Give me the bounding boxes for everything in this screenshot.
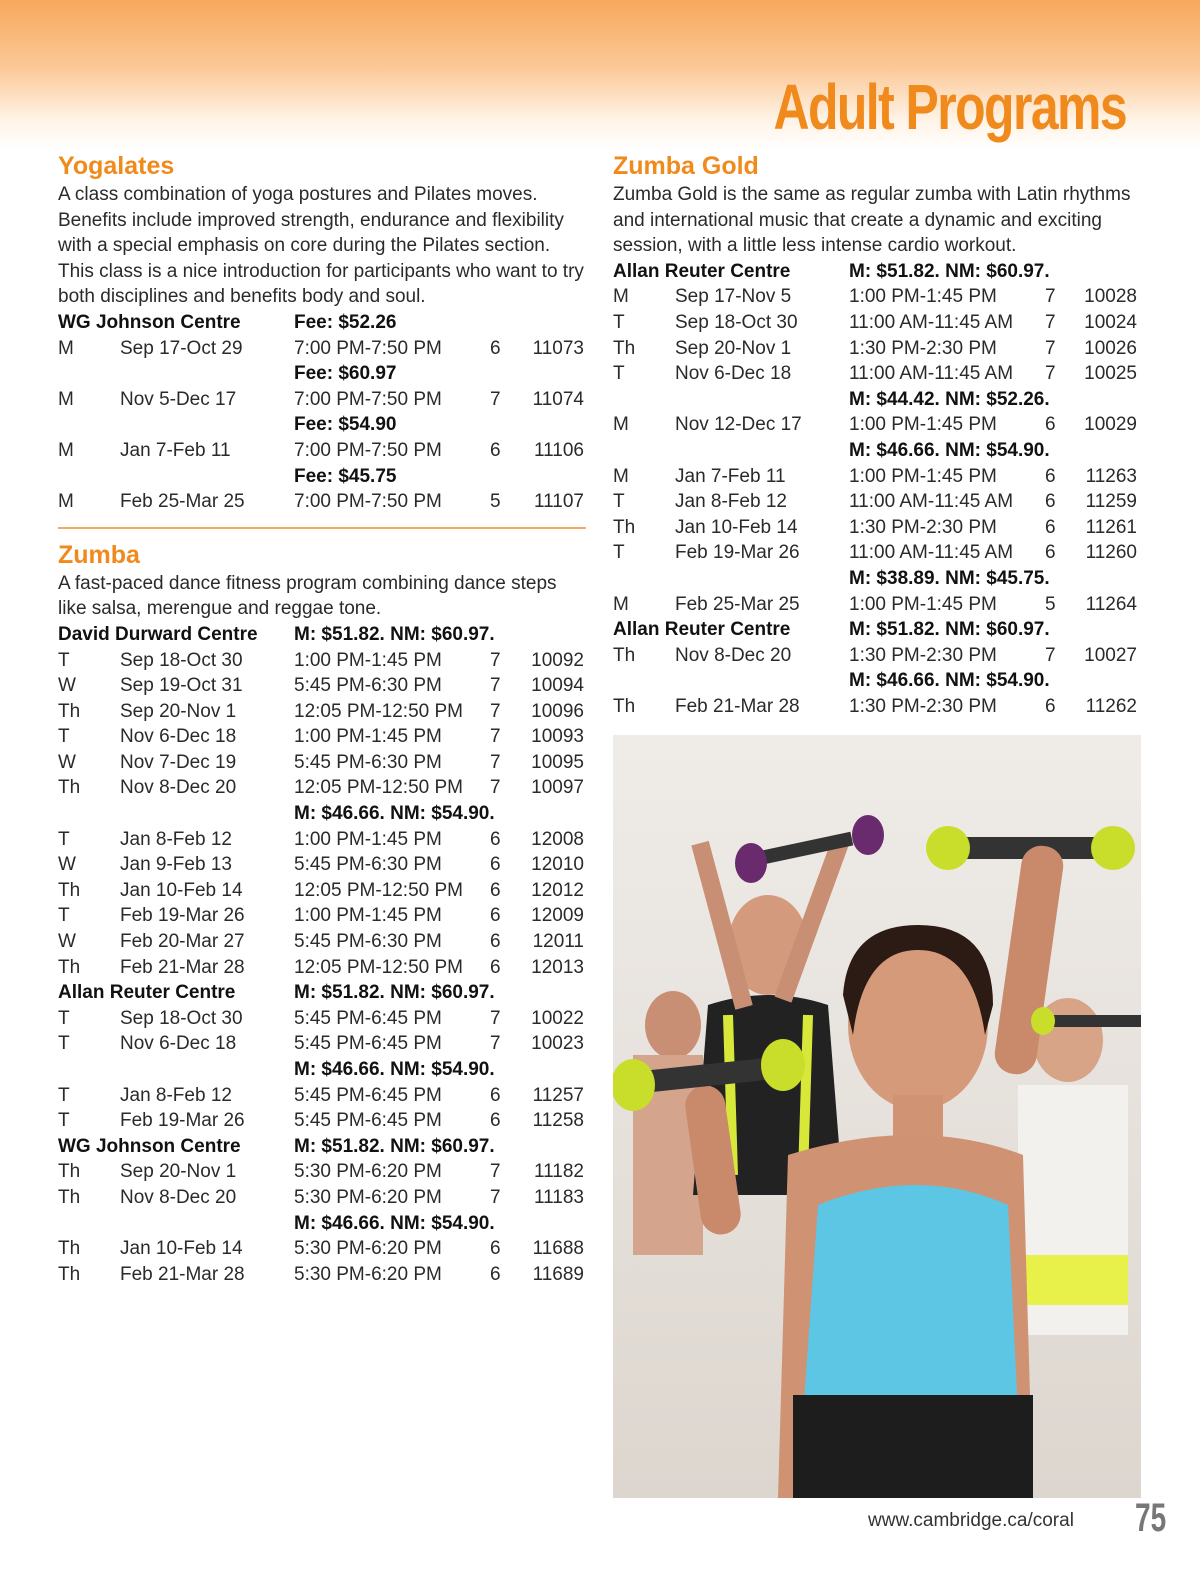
time-cell: 1:00 PM-1:45 PM xyxy=(849,286,997,308)
sessions-cell: 7 xyxy=(1045,311,1056,333)
fee-text: M: $44.42. NM: $52.26. xyxy=(849,388,1050,410)
sessions-cell: 7 xyxy=(490,388,501,410)
time-cell: 1:30 PM-2:30 PM xyxy=(849,644,997,666)
course-code-cell: 10029 xyxy=(1084,414,1137,436)
schedule-row xyxy=(58,1031,586,1057)
sessions-cell: 7 xyxy=(490,649,501,671)
day-cell: T xyxy=(613,363,625,385)
schedule-row xyxy=(58,387,586,413)
sessions-cell: 6 xyxy=(490,337,501,359)
location-row xyxy=(58,310,586,336)
schedule-row xyxy=(58,1083,586,1109)
dates-cell: Nov 7-Dec 19 xyxy=(120,751,237,773)
fee-text: Fee: $52.26 xyxy=(294,311,397,333)
course-code-cell: 10097 xyxy=(531,777,584,799)
location-name: Allan Reuter Centre xyxy=(613,619,791,641)
schedule-row xyxy=(58,1262,586,1288)
day-cell: W xyxy=(58,751,76,773)
sessions-cell: 6 xyxy=(490,1084,501,1106)
time-cell: 1:30 PM-2:30 PM xyxy=(849,695,997,717)
time-cell: 5:45 PM-6:45 PM xyxy=(294,1033,442,1055)
dates-cell: Nov 8-Dec 20 xyxy=(120,1186,237,1208)
sessions-cell: 7 xyxy=(490,1186,501,1208)
sessions-cell: 5 xyxy=(1045,593,1056,615)
location-name: WG Johnson Centre xyxy=(58,311,241,333)
schedule-row xyxy=(613,464,1141,490)
schedule-row xyxy=(58,827,586,853)
schedule-row xyxy=(613,694,1141,720)
time-cell: 5:45 PM-6:45 PM xyxy=(294,1084,442,1106)
day-cell: Th xyxy=(613,644,636,666)
course-code-cell: 10026 xyxy=(1084,337,1137,359)
schedule-row xyxy=(613,643,1141,669)
course-code-cell: 12010 xyxy=(531,854,584,876)
sessions-cell: 7 xyxy=(490,1161,501,1183)
fee-text: M: $51.82. NM: $60.97. xyxy=(294,623,495,645)
fee-text: M: $46.66. NM: $54.90. xyxy=(849,670,1050,692)
time-cell: 12:05 PM-12:50 PM xyxy=(294,956,463,978)
dates-cell: Nov 8-Dec 20 xyxy=(120,777,237,799)
day-cell: T xyxy=(58,1033,70,1055)
time-cell: 7:00 PM-7:50 PM xyxy=(294,337,442,359)
course-code-cell: 11107 xyxy=(533,491,584,513)
schedule-row xyxy=(58,336,586,362)
sessions-cell: 7 xyxy=(490,675,501,697)
sessions-cell: 7 xyxy=(490,777,501,799)
zumba-gold-schedule xyxy=(613,259,1141,720)
dates-cell: Feb 19-Mar 26 xyxy=(675,542,800,564)
time-cell: 5:45 PM-6:30 PM xyxy=(294,675,442,697)
time-cell: 5:45 PM-6:30 PM xyxy=(294,854,442,876)
time-cell: 5:45 PM-6:30 PM xyxy=(294,931,442,953)
day-cell: T xyxy=(58,1110,70,1132)
dates-cell: Feb 21-Mar 28 xyxy=(120,956,245,978)
day-cell: M xyxy=(613,465,629,487)
dates-cell: Jan 10-Feb 14 xyxy=(120,879,243,901)
fee-row xyxy=(613,566,1141,592)
schedule-row xyxy=(58,1108,586,1134)
course-code-cell: 11689 xyxy=(532,1263,584,1285)
course-code-cell: 11263 xyxy=(1085,465,1137,487)
fee-text: M: $46.66. NM: $54.90. xyxy=(294,1212,495,1234)
fee-row xyxy=(613,438,1141,464)
dates-cell: Sep 20-Nov 1 xyxy=(675,337,792,359)
day-cell: Th xyxy=(613,695,636,717)
location-name: WG Johnson Centre xyxy=(58,1135,241,1157)
schedule-row xyxy=(58,724,586,750)
sessions-cell: 7 xyxy=(490,1033,501,1055)
time-cell: 11:00 AM-11:45 AM xyxy=(849,363,1014,385)
time-cell: 1:00 PM-1:45 PM xyxy=(294,828,442,850)
dates-cell: Jan 8-Feb 12 xyxy=(120,828,232,850)
section-divider xyxy=(58,527,586,529)
day-cell: M xyxy=(613,286,629,308)
dates-cell: Nov 8-Dec 20 xyxy=(675,644,792,666)
course-code-cell: 11074 xyxy=(532,388,584,410)
dates-cell: Nov 6-Dec 18 xyxy=(120,726,237,748)
fee-row xyxy=(613,668,1141,694)
sessions-cell: 6 xyxy=(1045,414,1056,436)
sessions-cell: 7 xyxy=(490,700,501,722)
fee-text: M: $46.66. NM: $54.90. xyxy=(849,439,1050,461)
dates-cell: Feb 25-Mar 25 xyxy=(675,593,800,615)
location-row xyxy=(613,617,1141,643)
zumba-gold-title: Zumba Gold xyxy=(613,152,759,180)
zumba-gold-description: Zumba Gold is the same as regular zumba with Latin rhythms and international music that create a dynamic and exciting session, with a little less intense cardio workout. xyxy=(613,184,1131,257)
day-cell: Th xyxy=(613,516,636,538)
schedule-row xyxy=(58,929,586,955)
time-cell: 1:00 PM-1:45 PM xyxy=(294,649,442,671)
sessions-cell: 6 xyxy=(490,1238,501,1260)
day-cell: W xyxy=(58,854,76,876)
course-code-cell: 10095 xyxy=(531,751,584,773)
location-row xyxy=(613,259,1141,285)
schedule-row xyxy=(58,489,586,515)
course-code-cell: 12009 xyxy=(531,905,584,927)
time-cell: 1:00 PM-1:45 PM xyxy=(849,414,997,436)
schedule-row xyxy=(58,673,586,699)
course-code-cell: 11688 xyxy=(532,1238,584,1260)
dates-cell: Sep 17-Nov 5 xyxy=(675,286,792,308)
course-code-cell: 11259 xyxy=(1085,491,1137,513)
dates-cell: Feb 19-Mar 26 xyxy=(120,905,245,927)
dates-cell: Sep 19-Oct 31 xyxy=(120,675,243,697)
course-code-cell: 11261 xyxy=(1085,516,1137,538)
schedule-row xyxy=(613,412,1141,438)
time-cell: 1:00 PM-1:45 PM xyxy=(849,593,997,615)
day-cell: Th xyxy=(58,956,81,978)
fitness-class-photo xyxy=(613,735,1141,1498)
time-cell: 1:00 PM-1:45 PM xyxy=(294,905,442,927)
sessions-cell: 6 xyxy=(1045,491,1056,513)
dates-cell: Sep 20-Nov 1 xyxy=(120,1161,237,1183)
course-code-cell: 12013 xyxy=(531,956,584,978)
dates-cell: Jan 7-Feb 11 xyxy=(675,465,786,487)
time-cell: 12:05 PM-12:50 PM xyxy=(294,777,463,799)
course-code-cell: 11260 xyxy=(1085,542,1137,564)
footer-url: www.cambridge.ca/coral xyxy=(868,1510,1074,1531)
schedule-row xyxy=(58,1006,586,1032)
sessions-cell: 7 xyxy=(490,751,501,773)
fee-text: M: $38.89. NM: $45.75. xyxy=(849,567,1050,589)
day-cell: W xyxy=(58,675,76,697)
day-cell: M xyxy=(613,414,629,436)
dates-cell: Nov 5-Dec 17 xyxy=(120,388,237,410)
day-cell: Th xyxy=(613,337,636,359)
course-code-cell: 12008 xyxy=(531,828,584,850)
time-cell: 11:00 AM-11:45 AM xyxy=(849,311,1014,333)
time-cell: 5:30 PM-6:20 PM xyxy=(294,1263,442,1285)
day-cell: T xyxy=(58,1084,70,1106)
day-cell: Th xyxy=(58,1263,81,1285)
course-code-cell: 10096 xyxy=(531,700,584,722)
course-code-cell: 11073 xyxy=(532,337,584,359)
dates-cell: Nov 6-Dec 18 xyxy=(675,363,792,385)
location-name: Allan Reuter Centre xyxy=(58,982,236,1004)
schedule-row xyxy=(58,750,586,776)
course-code-cell: 12012 xyxy=(531,879,584,901)
fee-text: M: $51.82. NM: $60.97. xyxy=(849,260,1050,282)
course-code-cell: 10093 xyxy=(531,726,584,748)
dates-cell: Sep 18-Oct 30 xyxy=(675,311,798,333)
day-cell: T xyxy=(613,311,625,333)
sessions-cell: 6 xyxy=(490,956,501,978)
day-cell: T xyxy=(58,649,70,671)
fee-row xyxy=(58,464,586,490)
sessions-cell: 6 xyxy=(490,879,501,901)
time-cell: 7:00 PM-7:50 PM xyxy=(294,491,442,513)
dates-cell: Jan 9-Feb 13 xyxy=(120,854,232,876)
yogalates-schedule xyxy=(58,310,586,515)
day-cell: T xyxy=(613,542,625,564)
fee-text: M: $46.66. NM: $54.90. xyxy=(294,803,495,825)
schedule-row xyxy=(58,852,586,878)
location-row xyxy=(58,980,586,1006)
zumba-schedule xyxy=(58,622,586,1287)
day-cell: T xyxy=(58,905,70,927)
fee-row xyxy=(58,801,586,827)
yogalates-description: A class combination of yoga postures and Pilates moves. Benefits include improved strength, endurance and flexibility with a special emphasis on core during the Pilates section. This class is a nice introduction for participants who want to try both disciplines and benefits body and soul. xyxy=(58,184,584,308)
day-cell: Th xyxy=(58,777,81,799)
schedule-row xyxy=(613,515,1141,541)
day-cell: T xyxy=(58,726,70,748)
time-cell: 1:00 PM-1:45 PM xyxy=(849,465,997,487)
dates-cell: Sep 18-Oct 30 xyxy=(120,1007,243,1029)
course-code-cell: 11257 xyxy=(532,1084,584,1106)
location-row xyxy=(58,1134,586,1160)
sessions-cell: 7 xyxy=(1045,286,1056,308)
time-cell: 5:45 PM-6:45 PM xyxy=(294,1007,442,1029)
dates-cell: Sep 17-Oct 29 xyxy=(120,337,243,359)
sessions-cell: 7 xyxy=(1045,363,1056,385)
sessions-cell: 6 xyxy=(490,905,501,927)
course-code-cell: 11183 xyxy=(533,1186,584,1208)
course-code-cell: 10022 xyxy=(531,1007,584,1029)
schedule-row xyxy=(58,903,586,929)
sessions-cell: 6 xyxy=(490,828,501,850)
schedule-row xyxy=(58,699,586,725)
time-cell: 5:30 PM-6:20 PM xyxy=(294,1186,442,1208)
day-cell: M xyxy=(58,439,74,461)
time-cell: 7:00 PM-7:50 PM xyxy=(294,388,442,410)
fee-row xyxy=(58,412,586,438)
time-cell: 5:45 PM-6:45 PM xyxy=(294,1110,442,1132)
fitness-class-illustration xyxy=(613,735,1141,1498)
course-code-cell: 11264 xyxy=(1085,593,1137,615)
sessions-cell: 7 xyxy=(1045,644,1056,666)
schedule-row xyxy=(613,489,1141,515)
schedule-row xyxy=(58,1159,586,1185)
course-code-cell: 10023 xyxy=(531,1033,584,1055)
day-cell: T xyxy=(613,491,625,513)
dates-cell: Jan 7-Feb 11 xyxy=(120,439,231,461)
day-cell: M xyxy=(613,593,629,615)
day-cell: T xyxy=(58,1007,70,1029)
fee-text: Fee: $60.97 xyxy=(294,363,397,385)
fee-text: M: $46.66. NM: $54.90. xyxy=(294,1059,495,1080)
course-code-cell: 11258 xyxy=(532,1110,584,1132)
dates-cell: Jan 8-Feb 12 xyxy=(120,1084,232,1106)
course-code-cell: 11106 xyxy=(533,439,584,461)
course-code-cell: 11182 xyxy=(533,1161,584,1183)
time-cell: 11:00 AM-11:45 AM xyxy=(849,542,1014,564)
right-column xyxy=(613,150,1141,719)
dates-cell: Sep 18-Oct 30 xyxy=(120,649,243,671)
time-cell: 12:05 PM-12:50 PM xyxy=(294,879,463,901)
dates-cell: Nov 6-Dec 18 xyxy=(120,1033,237,1055)
dates-cell: Sep 20-Nov 1 xyxy=(120,700,237,722)
schedule-row xyxy=(613,310,1141,336)
fee-text: Fee: $45.75 xyxy=(294,465,397,487)
schedule-row xyxy=(58,438,586,464)
sessions-cell: 5 xyxy=(490,491,501,513)
course-code-cell: 10025 xyxy=(1084,363,1137,385)
time-cell: 11:00 AM-11:45 AM xyxy=(849,491,1014,513)
schedule-row xyxy=(58,1236,586,1262)
day-cell: Th xyxy=(58,879,81,901)
schedule-row xyxy=(613,284,1141,310)
location-name: Allan Reuter Centre xyxy=(613,260,791,282)
sessions-cell: 6 xyxy=(490,1263,501,1285)
sessions-cell: 6 xyxy=(1045,465,1056,487)
dates-cell: Feb 21-Mar 28 xyxy=(675,695,800,717)
fee-row xyxy=(58,1211,586,1237)
schedule-row xyxy=(613,361,1141,387)
sessions-cell: 7 xyxy=(490,1007,501,1029)
fee-text: M: $51.82. NM: $60.97. xyxy=(849,619,1050,641)
sessions-cell: 6 xyxy=(490,439,501,461)
time-cell: 1:00 PM-1:45 PM xyxy=(294,726,442,748)
day-cell: W xyxy=(58,931,76,953)
time-cell: 1:30 PM-2:30 PM xyxy=(849,516,997,538)
fee-row xyxy=(613,387,1141,413)
day-cell: Th xyxy=(58,700,81,722)
schedule-row xyxy=(613,336,1141,362)
course-code-cell: 10094 xyxy=(531,675,584,697)
sessions-cell: 6 xyxy=(1045,542,1056,564)
day-cell: M xyxy=(58,491,74,513)
schedule-row xyxy=(58,775,586,801)
sessions-cell: 6 xyxy=(1045,516,1056,538)
schedule-row xyxy=(613,592,1141,618)
day-cell: M xyxy=(58,337,74,359)
sessions-cell: 6 xyxy=(490,1110,501,1132)
time-cell: 7:00 PM-7:50 PM xyxy=(294,439,442,461)
sessions-cell: 6 xyxy=(490,931,501,953)
day-cell: Th xyxy=(58,1186,81,1208)
left-column xyxy=(58,150,586,1287)
page-title: Adult Programs xyxy=(773,71,1126,143)
course-code-cell: 10024 xyxy=(1084,311,1137,333)
course-code-cell: 10027 xyxy=(1084,644,1137,666)
schedule-row xyxy=(613,540,1141,566)
dates-cell: Feb 20-Mar 27 xyxy=(120,931,245,953)
sessions-cell: 6 xyxy=(1045,695,1056,717)
day-cell: Th xyxy=(58,1161,81,1183)
time-cell: 5:45 PM-6:30 PM xyxy=(294,751,442,773)
dates-cell: Feb 21-Mar 28 xyxy=(120,1263,245,1285)
sessions-cell: 7 xyxy=(490,726,501,748)
time-cell: 5:30 PM-6:20 PM xyxy=(294,1161,442,1183)
course-code-cell: 10028 xyxy=(1084,286,1137,308)
sessions-cell: 6 xyxy=(490,854,501,876)
dates-cell: Jan 10-Feb 14 xyxy=(675,516,798,538)
time-cell: 12:05 PM-12:50 PM xyxy=(294,700,463,722)
schedule-row xyxy=(58,955,586,981)
page-number: 75 xyxy=(1135,1496,1167,1540)
day-cell: Th xyxy=(58,1238,81,1260)
day-cell: T xyxy=(58,828,70,850)
course-code-cell: 10092 xyxy=(531,649,584,671)
dates-cell: Jan 10-Feb 14 xyxy=(120,1238,243,1260)
dates-cell: Feb 25-Mar 25 xyxy=(120,491,245,513)
fee-row xyxy=(58,361,586,387)
dates-cell: Feb 19-Mar 26 xyxy=(120,1110,245,1132)
fee-text: Fee: $54.90 xyxy=(294,414,397,436)
sessions-cell: 7 xyxy=(1045,337,1056,359)
yogalates-title: Yogalates xyxy=(58,152,175,180)
dates-cell: Jan 8-Feb 12 xyxy=(675,491,787,513)
time-cell: 1:30 PM-2:30 PM xyxy=(849,337,997,359)
zumba-title: Zumba xyxy=(58,540,140,569)
dates-cell: Nov 12-Dec 17 xyxy=(675,414,802,436)
course-code-cell: 11262 xyxy=(1085,695,1137,717)
schedule-row xyxy=(58,1185,586,1211)
zumba-description: A fast-paced dance fitness program combining dance steps like salsa, merengue and reggae tone. xyxy=(58,572,557,620)
fee-text: M: $51.82. NM: $60.97. xyxy=(294,982,495,1004)
day-cell: M xyxy=(58,388,74,410)
schedule-row xyxy=(58,878,586,904)
time-cell: 5:30 PM-6:20 PM xyxy=(294,1238,442,1260)
fee-row xyxy=(58,1057,586,1083)
location-name: David Durward Centre xyxy=(58,623,258,645)
schedule-row xyxy=(58,648,586,674)
location-row xyxy=(58,622,586,648)
course-code-cell: 12011 xyxy=(532,931,584,953)
fee-text: M: $51.82. NM: $60.97. xyxy=(294,1135,495,1157)
